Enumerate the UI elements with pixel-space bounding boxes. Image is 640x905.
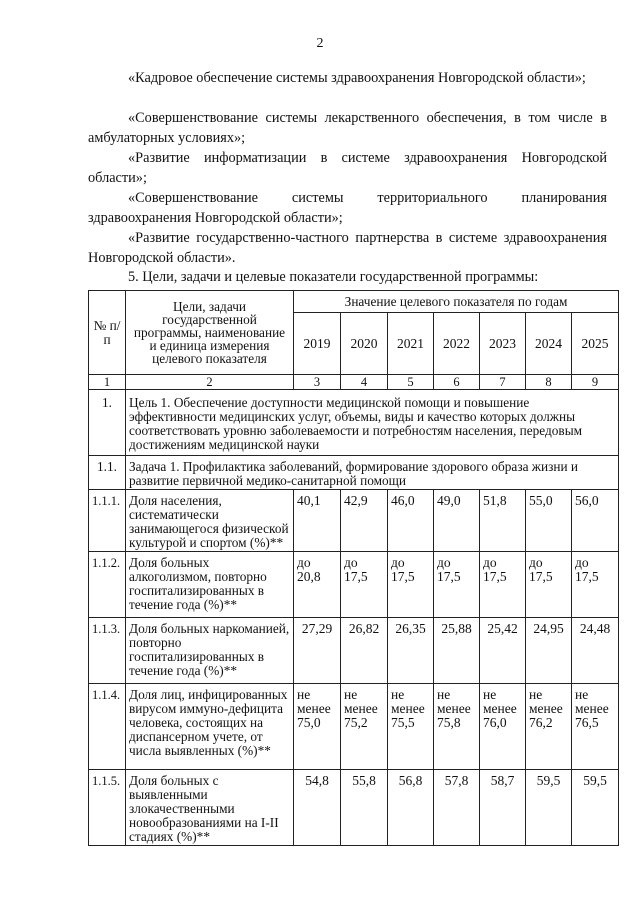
indicator-row [89,552,619,618]
indicator-value: до 17,5 [434,552,480,618]
indicator-value: до 17,5 [526,552,572,618]
indicator-value: 25,42 [480,618,526,684]
indicator-value: 56,0 [572,490,619,552]
targets-table [88,290,619,846]
column-index: 5 [388,375,434,390]
header-num: № п/п [89,291,126,375]
paragraph-drug-supply: «Совершенствование системы лекарственного обеспечения, в том числе в амбулаторных условиях»; [88,110,607,146]
column-index: 6 [434,375,480,390]
indicator-value: 57,8 [434,770,480,846]
indicator-value: не менее 76,5 [572,684,619,770]
indicator-value: не менее 75,8 [434,684,480,770]
task-row-text: Задача 1. Профилактика заболеваний, формирование здорового образа жизни и развитие первичной медико-санитарной помощи [126,456,619,490]
indicator-value: до 17,5 [341,552,388,618]
column-index: 1 [89,375,126,390]
column-index: 9 [572,375,619,390]
column-index: 3 [294,375,341,390]
column-index: 7 [480,375,526,390]
indicator-rows [89,490,619,846]
indicator-num: 1.1.4. [89,684,126,770]
indicator-value: не менее 76,0 [480,684,526,770]
indicator-value: 55,8 [341,770,388,846]
column-index: 8 [526,375,572,390]
paragraph-informatization: «Развитие информатизации в системе здравоохранения Новгородской области»; [88,150,607,186]
paragraph-staffing: «Кадровое обеспечение системы здравоохранения Новгородской области»; [128,70,586,86]
indicator-value: 49,0 [434,490,480,552]
indicator-num: 1.1.3. [89,618,126,684]
indicator-row [89,684,619,770]
indicator-value: 25,88 [434,618,480,684]
indicator-name: Доля населения, систематически занимающегося физической культурой и спортом (%)** [126,490,294,552]
indicator-value: 51,8 [480,490,526,552]
indicator-name: Доля лиц, инфицированных вирусом иммуно-дефицита человека, состоящих на диспансерном учете, от числа выявленных (%)** [126,684,294,770]
column-index: 4 [341,375,388,390]
indicator-value: 59,5 [526,770,572,846]
indicator-value: не менее 75,0 [294,684,341,770]
header-year: 2024 [526,313,572,375]
indicator-value: 26,35 [388,618,434,684]
indicator-value: 40,1 [294,490,341,552]
paragraph-public-private: «Развитие государственно-частного партнерства в системе здравоохранения Новгородской области». [88,230,607,266]
column-index: 2 [126,375,294,390]
header-year: 2019 [294,313,341,375]
page-number: 2 [316,36,324,51]
indicator-value: до 17,5 [480,552,526,618]
indicator-num: 1.1.5. [89,770,126,846]
indicator-value: 58,7 [480,770,526,846]
indicator-value: не менее 75,2 [341,684,388,770]
section-heading: 5. Цели, задачи и целевые показатели государственной программы: [128,269,539,285]
indicator-name: Доля больных с выявленными злокачественными новообразованиями на I-II стадиях (%)** [126,770,294,846]
indicator-row [89,490,619,552]
header-year: 2020 [341,313,388,375]
indicator-value: 46,0 [388,490,434,552]
indicator-value: до 17,5 [388,552,434,618]
goal-row-text: Цель 1. Обеспечение доступности медицинской помощи и повышение эффективности медицинских услуг, объемы, виды и качество которых должны соответствовать уровню заболеваемости и потребностям населения, передовым достижениям медицинской науки [126,390,619,456]
indicator-num: 1.1.1. [89,490,126,552]
header-year: 2022 [434,313,480,375]
indicator-value: 26,82 [341,618,388,684]
header-year: 2023 [480,313,526,375]
indicator-name: Доля больных наркоманией, повторно госпитализированных в течение года (%)** [126,618,294,684]
indicator-name: Доля больных алкоголизмом, повторно госпитализированных в течение года (%)** [126,552,294,618]
header-goals: Цели, задачи государственной программы, наименование и единица измерения целевого показателя [126,291,294,375]
indicator-value: 55,0 [526,490,572,552]
header-values-group: Значение целевого показателя по годам [294,291,619,313]
indicator-value: не менее 75,5 [388,684,434,770]
task-row-num: 1.1. [89,456,126,490]
indicator-value: 24,95 [526,618,572,684]
indicator-num: 1.1.2. [89,552,126,618]
indicator-value: 24,48 [572,618,619,684]
indicator-value: 56,8 [388,770,434,846]
indicator-value: до 20,8 [294,552,341,618]
indicator-row [89,618,619,684]
indicator-value: 54,8 [294,770,341,846]
header-year: 2021 [388,313,434,375]
header-year: 2025 [572,313,619,375]
indicator-value: до 17,5 [572,552,619,618]
goal-row-num: 1. [89,390,126,456]
indicator-value: 27,29 [294,618,341,684]
indicator-row [89,770,619,846]
indicator-value: 59,5 [572,770,619,846]
indicator-value: 42,9 [341,490,388,552]
indicator-value: не менее 76,2 [526,684,572,770]
paragraph-territorial-planning: «Совершенствование системы территориального планирования здравоохранения Новгородской области»; [88,190,607,226]
